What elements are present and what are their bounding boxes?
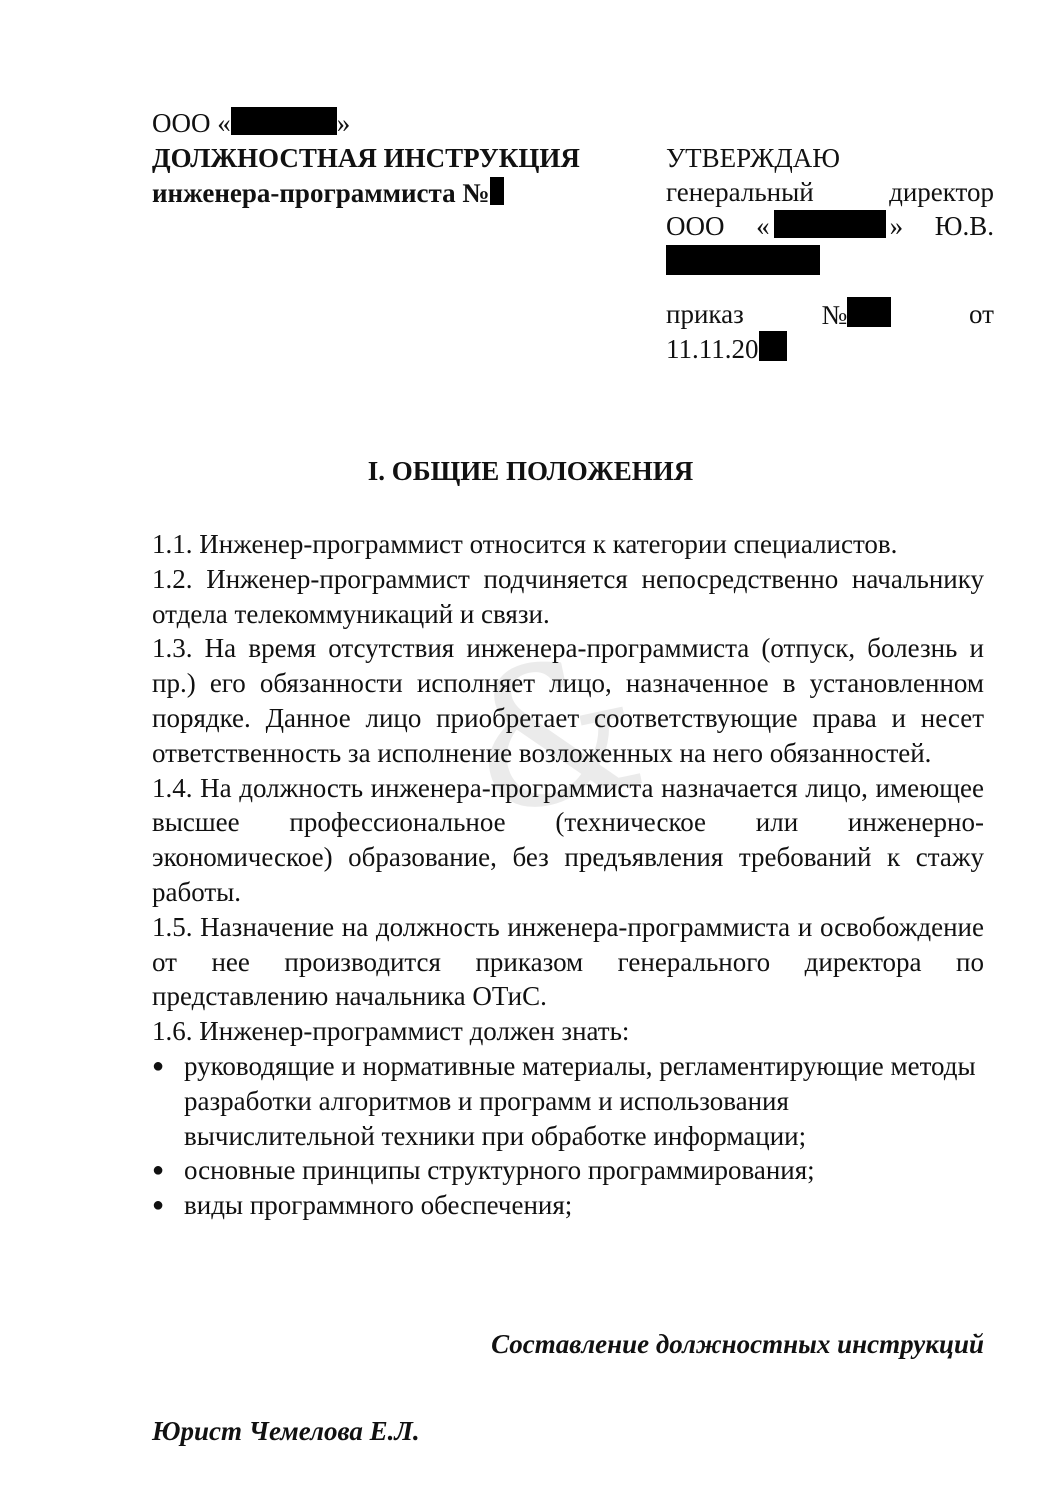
footer-service-name: Составление должностных инструкций	[491, 1329, 984, 1359]
paragraph-1-5: 1.5. Назначение на должность инженера-программиста и освобождение от нее производится приказом генерального директора по представлению начальника ОТиС.	[152, 911, 984, 1012]
bullet-icon: ●	[152, 1194, 165, 1217]
order-date: 11.11.20	[666, 331, 787, 365]
paragraph-1-2: 1.2. Инженер-программист подчиняется непосредственно начальнику отдела телекоммуникаций и связи.	[152, 563, 984, 629]
list-item: ● руководящие и нормативные материалы, регламентирующие методы разработки алгоритмов и программ и использования вычислительной техники при обработке информации;	[152, 1050, 976, 1151]
approval-heading-text: УТВЕРЖДАЮ	[666, 143, 841, 173]
approval-org-line	[666, 209, 994, 243]
list-item: ● виды программного обеспечения;	[152, 1188, 984, 1223]
approval-heading	[666, 141, 994, 175]
redaction-bar	[759, 331, 787, 361]
list-item: ● основные принципы структурного программирования;	[152, 1153, 984, 1188]
bullet-icon: ●	[152, 1159, 165, 1182]
approval-org-name: « »	[756, 211, 904, 241]
order-word: приказ	[666, 299, 744, 329]
redaction-bar	[666, 245, 820, 275]
paragraph-1-3: 1.3. На время отсутствия инженера-программиста (отпуск, болезнь и пр.) его обязанности исполняет лицо, назначенное в установленном порядке. Данное лицо приобретает соответствующие права и несет ответственность за исполнение возложенных на него обязанностей.	[152, 633, 984, 768]
order-line	[666, 297, 994, 331]
section-title: I. ОБЩИЕ ПОЛОЖЕНИЯ	[367, 456, 694, 486]
document-subtitle	[152, 176, 504, 210]
position-word-2: директор	[889, 177, 994, 207]
director-surname-line	[666, 243, 994, 277]
redaction-bar	[774, 210, 886, 238]
redaction-bar	[847, 297, 891, 327]
approval-block	[666, 141, 994, 365]
knowledge-list	[152, 1049, 984, 1223]
org-suffix: »	[336, 108, 351, 138]
order-from: от	[969, 299, 994, 329]
subtitle-text: инженера-программиста №	[152, 178, 490, 208]
paragraph-1-6: 1.6. Инженер-программист должен знать:	[152, 1016, 630, 1047]
approval-org-prefix: ООО	[666, 211, 725, 241]
footer-author: Юрист Чемелова Е.Л.	[152, 1416, 420, 1446]
section-body	[152, 527, 984, 1223]
org-prefix: ООО «	[152, 108, 231, 138]
redaction-bar	[490, 177, 504, 205]
order-date-line	[666, 331, 994, 365]
approval-position-line	[666, 175, 994, 209]
paragraph-1-1: 1.1. Инженер-программист относится к категории специалистов.	[152, 529, 898, 559]
position-word-1: генеральный	[666, 177, 814, 207]
organization-line	[152, 106, 350, 140]
ampersand-watermark: &	[448, 608, 661, 861]
paragraph-1-4: 1.4. На должность инженера-программиста назначается лицо, имеющее высшее профессиональное (техническое или инженерно-экономическое) образование, без предъявления требований к стажу работы.	[152, 772, 984, 907]
document-title: ДОЛЖНОСТНАЯ ИНСТРУКЦИЯ	[152, 143, 580, 173]
redaction-bar	[231, 107, 337, 135]
order-number: №	[822, 297, 892, 331]
bullet-icon: ●	[152, 1054, 165, 1077]
director-initials: Ю.В.	[934, 211, 994, 241]
